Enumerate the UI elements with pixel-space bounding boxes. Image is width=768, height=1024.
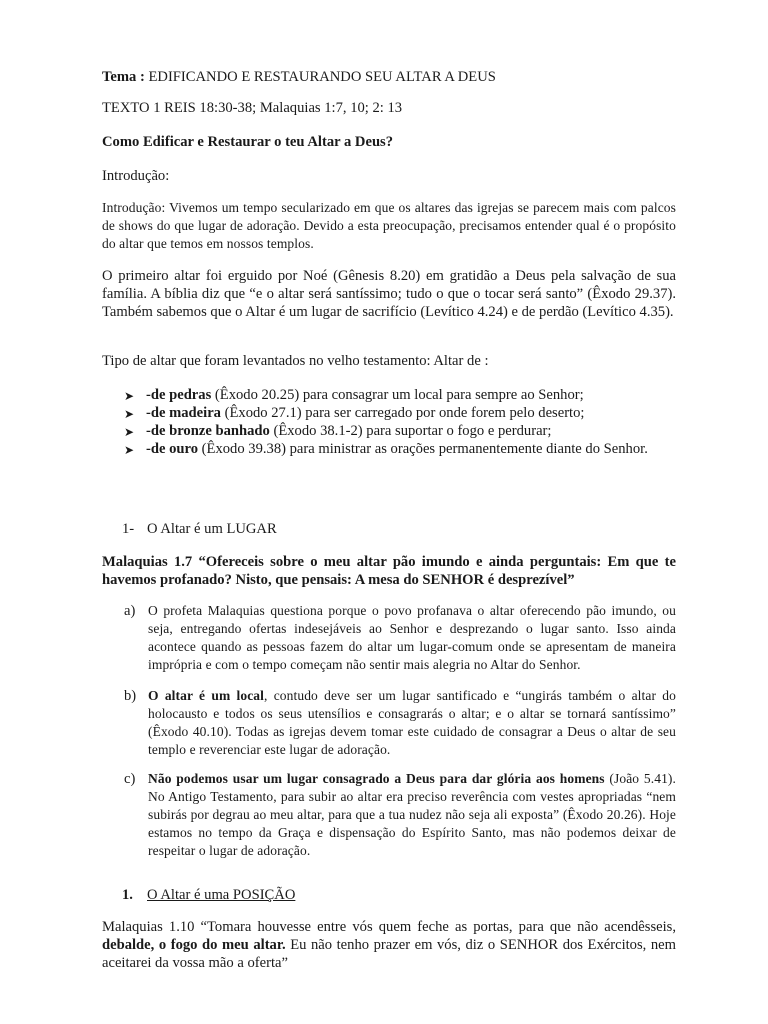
item-label: b) — [124, 688, 137, 704]
altar-type-desc: (Êxodo 27.1) para ser carregado por onde forem pelo deserto; — [220, 405, 585, 421]
title-text: EDIFICANDO E RESTAURANDO SEU ALTAR A DEUS — [148, 69, 496, 85]
arrow-bullet-icon: ➤ — [124, 425, 135, 439]
section2-number: 1. — [122, 887, 133, 903]
quote-text: Malaquias 1.10 “Tomara houvesse entre vós quem feche as portas, para que não acendêsseis, — [102, 919, 676, 935]
list-item — [148, 602, 676, 674]
intro-paragraph: Introdução: Vivemos um tempo secularizado em que os altares das igrejas se parecem mais com palcos de shows do que lugar de adoração. Devido a esta preocupação, precisamos entender qual é o propósito do altar que temos em nossos templos. — [102, 200, 676, 251]
altar-type-name: -de madeira — [146, 405, 221, 421]
altar-type-desc: (Êxodo 20.25) para consagrar um local para sempre ao Senhor; — [211, 387, 584, 403]
intro-heading: Introdução: — [102, 168, 170, 184]
list-item — [146, 404, 676, 422]
first-altar-paragraph: O primeiro altar foi erguido por Noé (Gênesis 8.20) em gratidão a Deus pela salvação de sua família. A bíblia diz que “e o altar será santíssimo; tudo o que o tocar será santo” (Êxodo 29.37). Também sabemos que o Altar é um lugar de sacrifício (Levítico 4.24) e de perdão (Levítico 4.35). — [102, 268, 676, 320]
altar-type-name: -de bronze banhado — [146, 423, 270, 439]
altar-types-intro: Tipo de altar que foram levantados no velho testamento: Altar de : — [102, 353, 489, 369]
section1-heading — [102, 520, 676, 538]
list-item — [148, 687, 676, 759]
arrow-bullet-icon: ➤ — [124, 389, 135, 403]
quote-bold-text: debalde, o fogo do meu altar. — [102, 937, 286, 953]
item-label: c) — [124, 771, 136, 787]
item-bold-text: O altar é um local — [148, 688, 265, 703]
altar-type-name: -de ouro — [146, 441, 199, 457]
section2-heading — [102, 886, 676, 904]
section2-quote — [102, 918, 676, 972]
item-text: (João 5.41). No Antigo Testamento, para subir ao altar era preciso reverência com vestes apropriadas “nem subirás por degrau ao meu altar, para que a tua nudez não seja ali exposta” (Êxodo 20.26). Hoje estamos no tempo da Graça e dispensação do Espírito Santo, mas não podemos deixar de respeitar o lugar de adoração. — [148, 771, 677, 858]
list-item — [146, 422, 676, 440]
section1-title: O Altar é um LUGAR — [147, 521, 277, 537]
section1-quote: Malaquias 1.7 “Ofereceis sobre o meu altar pão imundo e ainda perguntais: Em que te havemos profanado? Nisto, que pensais: A mesa do SENHOR é desprezível” — [102, 554, 676, 588]
title-prefix: Tema : — [102, 69, 149, 85]
section1-number: 1- — [122, 521, 135, 537]
altar-type-desc: (Êxodo 38.1-2) para suportar o fogo e perdurar; — [269, 423, 552, 439]
document-title — [102, 68, 676, 86]
altar-type-name: -de pedras — [146, 387, 212, 403]
section2-title: O Altar é uma POSIÇÃO — [147, 887, 296, 903]
arrow-bullet-icon: ➤ — [124, 407, 135, 421]
list-item — [146, 440, 676, 458]
item-text: , contudo deve ser um lugar santificado e “ungirás também o altar do holocausto e todos os seus utensílios e consagrarás o altar; e o altar se tornará santíssimo” (Êxodo 40.10). Todas as igrejas devem tomar este cuidado de consagrar a Deus o altar de seu templo e reverenciar este lugar de adoração. — [148, 688, 676, 757]
item-label: a) — [124, 603, 136, 619]
main-question: Como Edificar e Restaurar o teu Altar a Deus? — [102, 134, 394, 150]
texto-reference: TEXTO 1 REIS 18:30-38; Malaquias 1:7, 10; 2: 13 — [102, 100, 403, 116]
item-bold-text: Não podemos usar um lugar consagrado a Deus para dar glória aos homens — [148, 771, 605, 786]
list-item — [148, 770, 676, 860]
list-item — [146, 386, 676, 404]
altar-type-desc: (Êxodo 39.38) para ministrar as orações permanentemente diante do Senhor. — [198, 441, 648, 457]
item-text: O profeta Malaquias questiona porque o povo profanava o altar oferecendo pão imundo, ou seja, entregando ofertas indesejáveis ao Senhor e desprezando o lugar santo. Isso ainda acontece quando as pessoas fazem do altar um lugar-comum onde se apresentam de maneira imprópria e com o tempo começam não sentir mais alegria no Altar do Senhor. — [148, 603, 676, 672]
quote-text-end: Eu não tenho prazer em vós, diz o SENHOR dos Exércitos, nem aceitarei da vossa mão a oferta” — [102, 937, 676, 971]
arrow-bullet-icon: ➤ — [124, 443, 135, 457]
